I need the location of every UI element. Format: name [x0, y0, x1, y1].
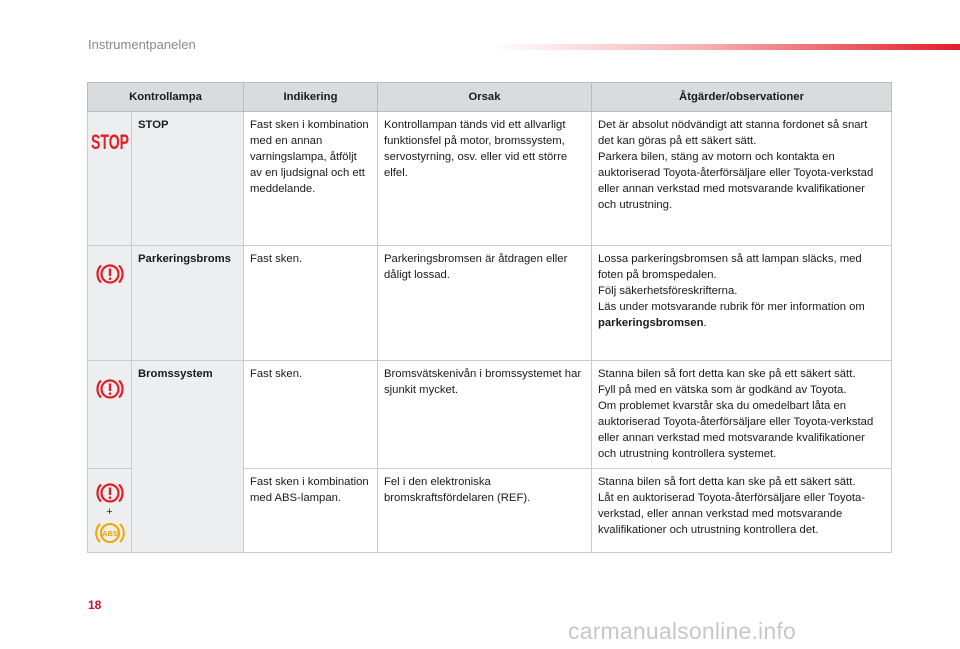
- indication-cell: Fast sken.: [244, 361, 378, 469]
- action-cell: Stanna bilen så fort detta kan ske på ett säkert sätt. Fyll på med en vätska som är godkänd av Toyota. Om problemet kvarstår ska du omedelbart låta en auktoriserad Toyota-återförsäljare eller Toyota-verkstad eller annan verkstad med motsvarande kvalifikationer och utrustning kontrollera systemet.: [592, 361, 892, 469]
- cause-cell: Fel i den elektroniska bromskraftsfördelaren (REF).: [378, 469, 592, 553]
- brake-warning-icon: [95, 261, 125, 287]
- action-end-text: .: [703, 317, 707, 329]
- lamp-name: Bromssystem: [132, 361, 244, 553]
- page-number: 18: [88, 598, 102, 612]
- header-accent-bar: [490, 44, 960, 50]
- table-row: [88, 112, 892, 246]
- action-cell: [592, 246, 892, 361]
- warning-lamp-table: [87, 82, 892, 553]
- lamp-name: Parkeringsbroms: [132, 246, 244, 361]
- icon-cell: [88, 246, 132, 361]
- action-cell: Stanna bilen så fort detta kan ske på ett säkert sätt. Låt en auktoriserad Toyota-återförsäljare eller Toyota-verkstad, eller annan verkstad med motsvarande kvalifikationer och utrustning kontrollera det.: [592, 469, 892, 553]
- svg-text:ABS: ABS: [101, 529, 118, 538]
- abs-warning-icon: [94, 520, 126, 546]
- svg-text:STOP: STOP: [90, 131, 129, 154]
- lamp-name: STOP: [132, 112, 244, 246]
- column-header-lamp: Kontrollampa: [88, 83, 244, 112]
- icon-cell: [88, 112, 132, 246]
- column-header-action: Åtgärder/observationer: [592, 83, 892, 112]
- icon-cell: [88, 361, 132, 469]
- cause-cell: Parkeringsbromsen är åtdragen eller dåligt lossad.: [378, 246, 592, 361]
- brake-warning-icon: [95, 480, 125, 506]
- table-row: [88, 246, 892, 361]
- indication-cell: Fast sken.: [244, 246, 378, 361]
- column-header-indication: Indikering: [244, 83, 378, 112]
- column-header-cause: Orsak: [378, 83, 592, 112]
- cause-cell: Kontrollampan tänds vid ett allvarligt funktionsfel på motor, bromssystem, servostyrning, osv. eller vid ett större elfel.: [378, 112, 592, 246]
- action-text: Lossa parkeringsbromsen så att lampan släcks, med foten på bromspedalen. Följ säkerhetsföreskrifterna. Läs under motsvarande rubrik för mer information om: [598, 253, 865, 313]
- brake-warning-icon: [95, 376, 125, 402]
- indication-cell: Fast sken i kombination med en annan varningslampa, åtföljt av en ljudsignal och ett meddelande.: [244, 112, 378, 246]
- table-row: [88, 361, 892, 469]
- table-header-row: [88, 83, 892, 112]
- watermark: carmanualsonline.info: [568, 618, 796, 644]
- plus-sign: +: [106, 506, 113, 518]
- action-cell: Det är absolut nödvändigt att stanna fordonet så snart det kan göras på ett säkert sätt. Parkera bilen, stäng av motorn och kontakta en auktoriserad Toyota-återförsäljare eller Toyota-verkstad eller annan verkstad med motsvarande kvalifikationer och utrustning.: [592, 112, 892, 246]
- action-bold-text: parkeringsbromsen: [598, 317, 704, 329]
- page-header-title: Instrumentpanelen: [88, 37, 196, 52]
- stop-warning-icon: [90, 129, 130, 153]
- indication-cell: Fast sken i kombination med ABS-lampan.: [244, 469, 378, 553]
- cause-cell: Bromsvätskenivån i bromssystemet har sjunkit mycket.: [378, 361, 592, 469]
- icon-cell: [88, 469, 132, 553]
